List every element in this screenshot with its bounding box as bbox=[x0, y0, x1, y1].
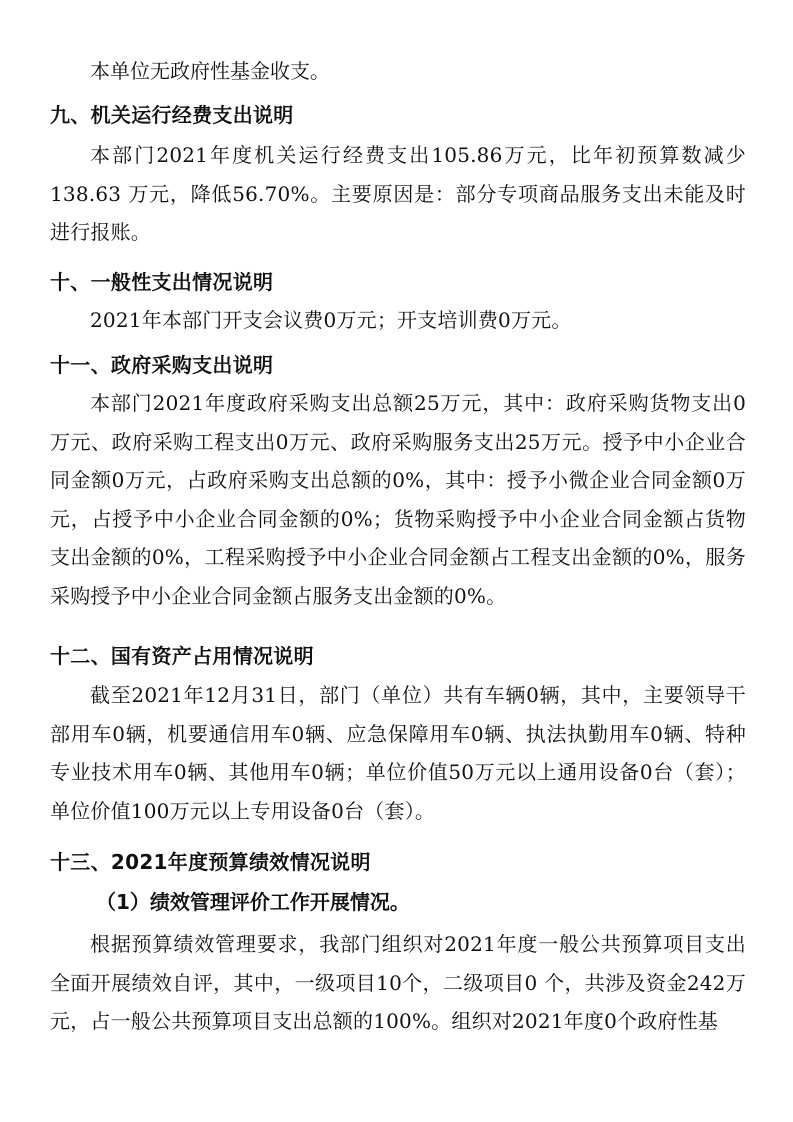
section-11-heading: 十一、政府采购支出说明 bbox=[50, 353, 274, 377]
section-11-paragraph: 本部门2021年度政府采购支出总额25万元，其中：政府采购货物支出0万元、政府采购工程支出0万元、政府采购服务支出25万元。授予中小企业合同金额0万元，占政府采购支出总额的0%，其中：授予小微企业合同金额0万元，占授予中小企业合同金额的0%；货物采购授予中小企业合同金额占货物支出金额的0%，工程采购授予中小企业合同金额占工程支出金额的0%，服务采购授予中小企业合同金额占服务支出金额的0%。 bbox=[50, 391, 746, 608]
section-10-heading: 十、一般性支出情况说明 bbox=[50, 270, 274, 294]
section-10-paragraph: 2021年本部门开支会议费0万元；开支培训费0万元。 bbox=[90, 308, 572, 332]
section-13-heading: 十三、2021年度预算绩效情况说明 bbox=[50, 850, 371, 874]
section-13-paragraph: 根据预算绩效管理要求，我部门组织对2021年度一般公共预算项目支出全面开展绩效自评，其中，一级项目10个，二级项目0 个，共涉及资金242万元，占一般公共预算项目支出总额的100%。组织对2021年度0个政府性基 bbox=[50, 932, 746, 1034]
intro-paragraph: 本单位无政府性基金收支。 bbox=[90, 59, 330, 83]
section-9-heading: 九、机关运行经费支出说明 bbox=[50, 103, 294, 127]
section-13-subheading: （1）绩效管理评价工作开展情况。 bbox=[96, 890, 410, 914]
section-12-paragraph: 截至2021年12月31日，部门（单位）共有车辆0辆，其中，主要领导干部用车0辆，机要通信用车0辆、应急保障用车0辆、执法执勤用车0辆、特种专业技术用车0辆、其他用车0辆；单位价值50万元以上通用设备0台（套）；单位价值100万元以上专用设备0台（套）。 bbox=[50, 683, 746, 823]
section-9-paragraph: 本部门2021年度机关运行经费支出105.86万元，比年初预算数减少138.63 万元，降低56.70%。主要原因是：部分专项商品服务支出未能及时进行报账。 bbox=[50, 143, 746, 245]
section-12-heading: 十二、国有资产占用情况说明 bbox=[50, 644, 314, 668]
